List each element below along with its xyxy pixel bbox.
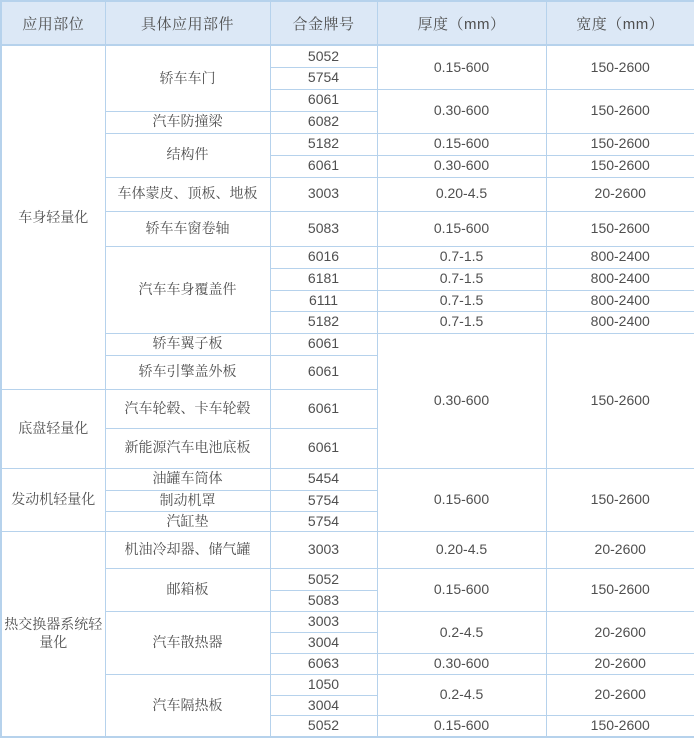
- width-cell: 800-2400: [546, 246, 694, 268]
- component-cell: 轿车车窗卷轴: [105, 211, 270, 246]
- col-header-alloy-grade: 合金牌号: [270, 1, 377, 45]
- alloy-grade-cell: 5052: [270, 716, 377, 737]
- alloy-grade-cell: 6082: [270, 111, 377, 133]
- width-cell: 20-2600: [546, 612, 694, 654]
- col-header-width: 宽度（mm）: [546, 1, 694, 45]
- width-cell: 150-2600: [546, 133, 694, 155]
- alloy-grade-cell: 5182: [270, 133, 377, 155]
- width-cell: 150-2600: [546, 333, 694, 468]
- width-cell: 150-2600: [546, 569, 694, 612]
- col-header-component: 具体应用部件: [105, 1, 270, 45]
- thickness-cell: 0.7-1.5: [377, 268, 546, 290]
- component-cell: 车体蒙皮、顶板、地板: [105, 177, 270, 211]
- alloy-grade-cell: 3003: [270, 532, 377, 569]
- table-row: [1, 532, 694, 569]
- application-area-cell: 热交换器系统轻量化: [1, 532, 105, 737]
- thickness-cell: 0.2-4.5: [377, 675, 546, 716]
- thickness-cell: 0.15-600: [377, 211, 546, 246]
- alloy-grade-cell: 6061: [270, 355, 377, 389]
- table-row: [1, 45, 694, 67]
- application-area-cell: 车身轻量化: [1, 45, 105, 389]
- alloy-grade-cell: 5083: [270, 591, 377, 612]
- table-row: [1, 177, 694, 211]
- alloy-grade-cell: 5182: [270, 311, 377, 333]
- application-area-cell: 底盘轻量化: [1, 389, 105, 468]
- component-cell: 轿车车门: [105, 45, 270, 111]
- thickness-cell: 0.7-1.5: [377, 311, 546, 333]
- table-row: [1, 675, 694, 696]
- thickness-cell: 0.15-600: [377, 133, 546, 155]
- width-cell: 20-2600: [546, 654, 694, 675]
- alloy-grade-cell: 6061: [270, 89, 377, 111]
- alloy-grade-cell: 6063: [270, 654, 377, 675]
- width-cell: 800-2400: [546, 290, 694, 311]
- component-cell: 制动机罩: [105, 490, 270, 511]
- table-row: [1, 246, 694, 268]
- thickness-cell: 0.15-600: [377, 468, 546, 532]
- width-cell: 150-2600: [546, 89, 694, 133]
- width-cell: 150-2600: [546, 45, 694, 89]
- width-cell: 150-2600: [546, 468, 694, 532]
- alloy-grade-cell: 3003: [270, 612, 377, 633]
- alloy-grade-cell: 6061: [270, 389, 377, 428]
- width-cell: 20-2600: [546, 177, 694, 211]
- width-cell: 20-2600: [546, 675, 694, 716]
- table-row: [1, 211, 694, 246]
- thickness-cell: 0.15-600: [377, 45, 546, 89]
- thickness-cell: 0.20-4.5: [377, 532, 546, 569]
- alloy-grade-cell: 3004: [270, 695, 377, 716]
- thickness-cell: 0.30-600: [377, 155, 546, 177]
- component-cell: 结构件: [105, 133, 270, 177]
- component-cell: 汽车车身覆盖件: [105, 246, 270, 333]
- alloy-grade-cell: 3003: [270, 177, 377, 211]
- alloy-grade-cell: 3004: [270, 633, 377, 654]
- table-row: [1, 333, 694, 355]
- alloy-grade-cell: 5454: [270, 468, 377, 490]
- component-cell: 机油冷却器、储气罐: [105, 532, 270, 569]
- thickness-cell: 0.30-600: [377, 89, 546, 133]
- width-cell: 150-2600: [546, 155, 694, 177]
- table-header-row: [1, 1, 694, 45]
- component-cell: 汽车轮毂、卡车轮毂: [105, 389, 270, 428]
- alloy-grade-cell: 1050: [270, 675, 377, 696]
- component-cell: 汽缸垫: [105, 511, 270, 532]
- alloy-grade-cell: 6061: [270, 428, 377, 468]
- component-cell: 汽车防撞梁: [105, 111, 270, 133]
- table-row: [1, 569, 694, 591]
- alloy-grade-cell: 6111: [270, 290, 377, 311]
- width-cell: 800-2400: [546, 311, 694, 333]
- alloy-grade-cell: 6181: [270, 268, 377, 290]
- table-row: [1, 468, 694, 490]
- alloy-grade-cell: 5052: [270, 45, 377, 67]
- table-row: [1, 612, 694, 633]
- width-cell: 20-2600: [546, 532, 694, 569]
- spec-table-body: [1, 45, 694, 737]
- component-cell: 邮箱板: [105, 569, 270, 612]
- thickness-cell: 0.2-4.5: [377, 612, 546, 654]
- application-area-cell: 发动机轻量化: [1, 468, 105, 532]
- alloy-grade-cell: 6016: [270, 246, 377, 268]
- alloy-grade-cell: 6061: [270, 155, 377, 177]
- alloy-grade-cell: 5052: [270, 569, 377, 591]
- component-cell: 轿车翼子板: [105, 333, 270, 355]
- alloy-grade-cell: 5083: [270, 211, 377, 246]
- thickness-cell: 0.30-600: [377, 654, 546, 675]
- thickness-cell: 0.7-1.5: [377, 290, 546, 311]
- thickness-cell: 0.15-600: [377, 569, 546, 612]
- alloy-grade-cell: 5754: [270, 490, 377, 511]
- component-cell: 油罐车筒体: [105, 468, 270, 490]
- alloy-grade-cell: 6061: [270, 333, 377, 355]
- component-cell: 汽车隔热板: [105, 675, 270, 737]
- component-cell: 新能源汽车电池底板: [105, 428, 270, 468]
- component-cell: 汽车散热器: [105, 612, 270, 675]
- thickness-cell: 0.15-600: [377, 716, 546, 737]
- table-row: [1, 133, 694, 155]
- thickness-cell: 0.20-4.5: [377, 177, 546, 211]
- width-cell: 150-2600: [546, 211, 694, 246]
- thickness-cell: 0.7-1.5: [377, 246, 546, 268]
- col-header-thickness: 厚度（mm）: [377, 1, 546, 45]
- col-header-application-area: 应用部位: [1, 1, 105, 45]
- width-cell: 800-2400: [546, 268, 694, 290]
- alloy-grade-cell: 5754: [270, 511, 377, 532]
- alloy-grade-cell: 5754: [270, 67, 377, 89]
- component-cell: 轿车引擎盖外板: [105, 355, 270, 389]
- thickness-cell: 0.30-600: [377, 333, 546, 468]
- width-cell: 150-2600: [546, 716, 694, 737]
